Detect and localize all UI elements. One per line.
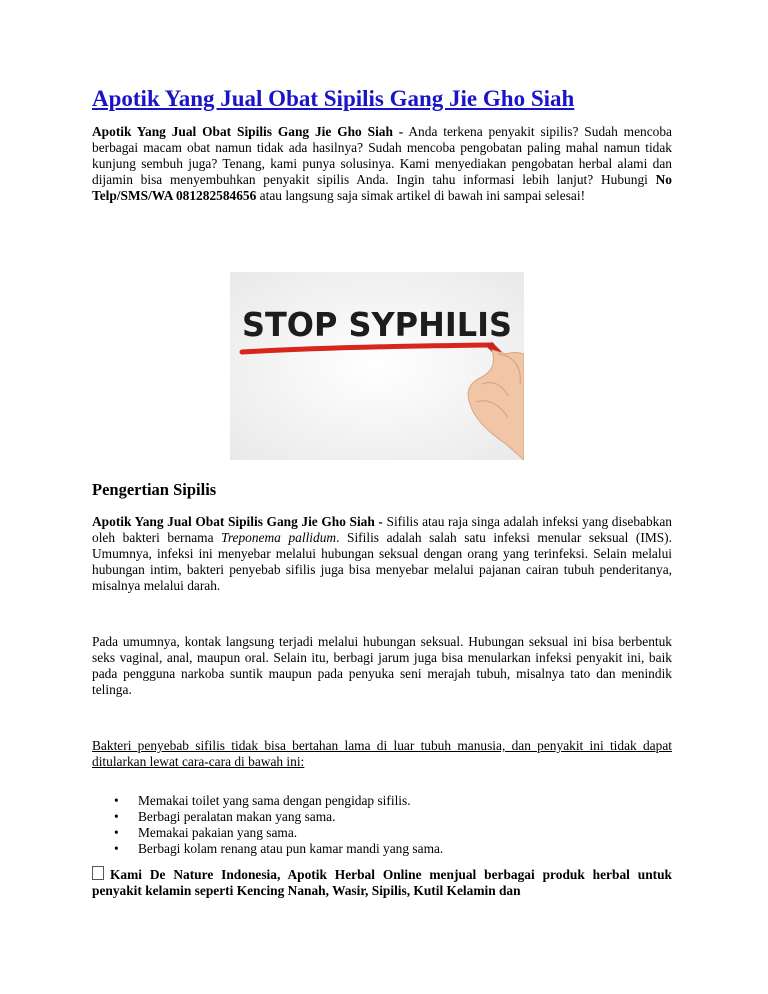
page-title[interactable]: Apotik Yang Jual Obat Sipilis Gang Jie Gho Siah (92, 86, 575, 111)
intro-paragraph (92, 124, 672, 204)
hero-text: STOP SYPHILIS (242, 305, 512, 344)
phone-number: No Telp/SMS/WA 081282584656 (92, 171, 672, 203)
list-item: • Berbagi kolam renang atau pun kamar mandi yang sama. (138, 841, 443, 857)
section-heading: Pengertian Sipilis (92, 480, 217, 499)
intro-text-end: atau langsung saja simak artikel di bawah ini sampai selesai! (256, 187, 586, 203)
promo-text: Kami De Nature Indonesia, Apotik Herbal Online menjual berbagai produk herbal untuk penyakit kelamin seperti Kencing Nanah, Wasir, Sipilis, Kutil Kelamin dan (92, 867, 672, 898)
list-item: • Berbagi peralatan makan yang sama. (138, 809, 443, 825)
non-transmission-list (92, 793, 443, 857)
stop-syphilis-illustration (230, 272, 524, 460)
intro-lead: Apotik Yang Jual Obat Sipilis Gang Jie Gho Siah - (92, 124, 404, 139)
stop-syphilis-image (230, 272, 524, 460)
definition-lead: Apotik Yang Jual Obat Sipilis Gang Jie Gho Siah - (92, 514, 383, 529)
checkbox-glyph-icon (92, 866, 104, 880)
definition-paragraph (92, 514, 672, 594)
species-name: Treponema pallidum (221, 529, 337, 545)
list-item: • Memakai toilet yang sama dengan pengidap sifilis. (138, 793, 443, 809)
promo-paragraph (92, 866, 672, 899)
definition-text: Sifilis atau raja singa adalah infeksi yang disebabkan oleh bakteri bernama (92, 514, 672, 545)
intro-text: Anda terkena penyakit sipilis? Sudah mencoba berbagai macam obat namun tidak ada hasilnya? Sudah mencoba pengobatan paling mahal namun tidak kunjung sembuh juga? Tenang, kami punya solusinya. Kami menyediakan pengobatan herbal alami dan dijamin bisa menyembuhkan penyakit sipilis Anda. Ingin tahu informasi lebih lanjut? Hubungi (92, 124, 672, 187)
list-item: • Memakai pakaian yang sama. (138, 825, 443, 841)
transmission-paragraph: Pada umumnya, kontak langsung terjadi melalui hubungan seksual. Hubungan seksual ini bisa berbentuk seks vaginal, anal, maupun oral. Selain itu, berbagi jarum juga bisa menularkan infeksi penyakit ini, baik pada pengguna narkoba suntik maupun pada penyuka seni merajah tubuh, misalnya tato dan menindik telinga. (92, 634, 672, 697)
underlined-paragraph: Bakteri penyebab sifilis tidak bisa bertahan lama di luar tubuh manusia, dan penyakit ini tidak dapat ditularkan lewat cara-cara di bawah ini: (92, 738, 672, 769)
definition-text-end: . Sifilis adalah salah satu infeksi menular seksual (IMS). Umumnya, infeksi ini menyebar melalui hubungan seksual dengan orang yang terinfeksi. Selain melalui hubungan intim, bakteri penyebab sifilis juga bisa menyebar melalui pajanan cairan tubuh penderitanya, misalnya melalui darah. (92, 529, 672, 593)
